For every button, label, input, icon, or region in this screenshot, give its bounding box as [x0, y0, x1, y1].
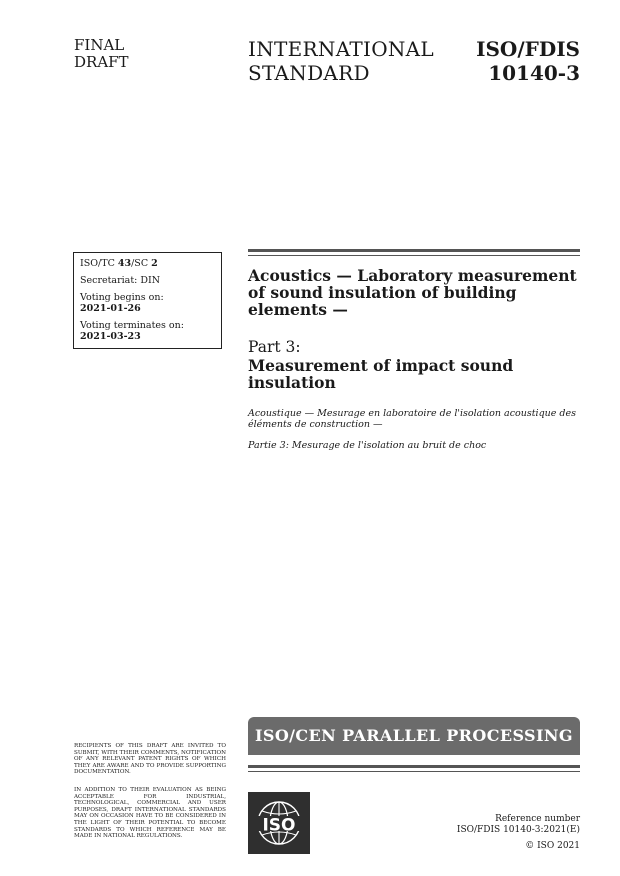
- committee-sep: /SC: [131, 258, 152, 269]
- document-number: [476, 37, 580, 85]
- french-title: Acoustique — Mesurage en laboratoire de l'isolation acoustique des éléments de construction —: [248, 408, 577, 430]
- voting-begins-label: Voting begins on:: [80, 292, 164, 303]
- doc-number: 10140-3: [488, 61, 580, 85]
- voting-ends-date: 2021-03-23: [80, 331, 141, 342]
- doc-prefix: ISO/FDIS: [476, 37, 580, 61]
- parallel-processing-banner: ISO/CEN PARALLEL PROCESSING: [248, 717, 580, 755]
- french-part-title: Partie 3: Mesurage de l'isolation au bruit de choc: [248, 440, 487, 451]
- title-rule-thin: [248, 255, 580, 256]
- committee-info-box: [73, 252, 222, 349]
- iso-logo-text: ISO: [262, 815, 296, 836]
- title-rule-thick: [248, 249, 580, 252]
- voting-ends-label: Voting terminates on:: [80, 320, 184, 331]
- voting-ends: [80, 320, 215, 342]
- iso-logo-icon: [248, 792, 310, 854]
- stage-line-1: FINAL: [74, 36, 125, 54]
- voting-begins-date: 2021-01-26: [80, 303, 141, 314]
- main-title: Acoustics — Laboratory measurement of sound insulation of building elements —: [248, 266, 577, 319]
- committee-sc: 2: [151, 258, 158, 269]
- committee-prefix: ISO/TC: [80, 258, 118, 269]
- committee-line: [80, 258, 215, 269]
- committee-tc: 43: [117, 258, 132, 269]
- copyright: © ISO 2021: [525, 841, 580, 851]
- footer-rule-thin: [248, 771, 580, 772]
- type-line-1: INTERNATIONAL: [248, 37, 435, 61]
- stage-line-2: DRAFT: [74, 53, 129, 71]
- reference-label: Reference number: [495, 814, 580, 824]
- part-number: Part 3:: [248, 338, 301, 356]
- footer-rule-thick: [248, 765, 580, 768]
- part-title: Measurement of impact sound insulation: [248, 356, 514, 392]
- document-type: [248, 37, 458, 85]
- reference-block: [457, 814, 580, 836]
- disclaimer-paragraph-1: RECIPIENTS OF THIS DRAFT ARE INVITED TO SUBMIT, WITH THEIR COMMENTS, NOTIFICATION OF ANY RELEVANT PATENT RIGHTS OF WHICH THEY ARE AWARE AND TO PROVIDE SUPPORTING DOCUMENTATION.: [74, 743, 226, 776]
- secretariat: Secretariat: DIN: [80, 275, 161, 286]
- disclaimer-paragraph-2: IN ADDITION TO THEIR EVALUATION AS BEING ACCEPTABLE FOR INDUSTRIAL, TECHNOLOGICAL, COMMERCIAL AND USER PURPOSES, DRAFT INTERNATIONAL STANDARDS MAY ON OCCASION HAVE TO BE CONSIDERED IN THE LIGHT OF THEIR POTENTIAL TO BECOME STANDARDS TO WHICH REFERENCE MAY BE MADE IN NATIONAL REGULATIONS.: [74, 787, 226, 840]
- voting-begins: [80, 292, 215, 314]
- document-stage: [74, 37, 174, 71]
- reference-number: ISO/FDIS 10140-3:2021(E): [456, 825, 580, 835]
- type-line-2: STANDARD: [248, 61, 370, 85]
